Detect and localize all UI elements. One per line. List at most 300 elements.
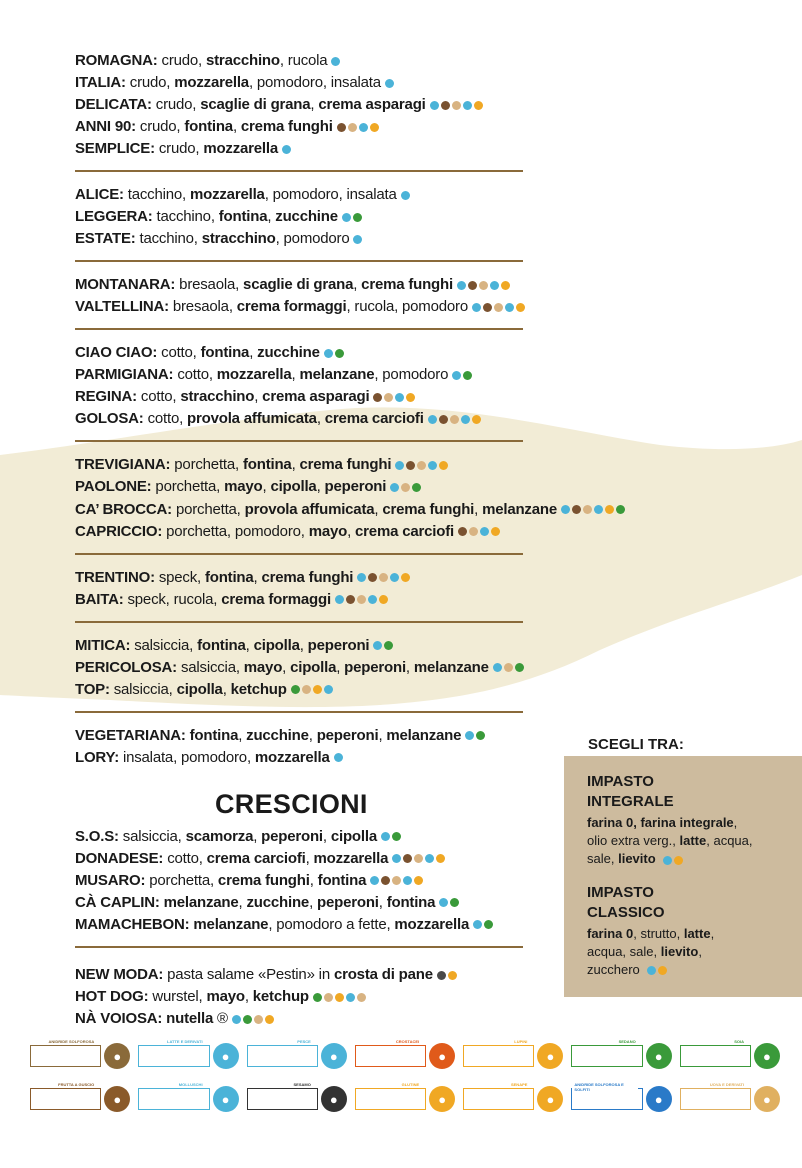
allergen-card bbox=[571, 1039, 642, 1067]
menu-item-name: HOT DOG: bbox=[75, 987, 153, 1005]
allergen-dots bbox=[353, 228, 364, 250]
allergen-dots bbox=[401, 184, 412, 206]
ingredient-highlight: crema funghi bbox=[299, 456, 392, 474]
allergen-dot bbox=[469, 527, 478, 536]
allergen-dot bbox=[342, 213, 351, 222]
allergen-dot bbox=[504, 663, 513, 672]
allergen-legend-item bbox=[30, 1038, 130, 1074]
allergen-dots bbox=[335, 589, 390, 611]
mollusc-icon: ● bbox=[213, 1086, 239, 1112]
ingredient-text: speck, rucola, bbox=[127, 590, 222, 608]
allergen-dot bbox=[439, 898, 448, 907]
impasto-classico-dots bbox=[647, 961, 669, 979]
menu-item-name: ANNI 90: bbox=[75, 118, 140, 136]
allergen-dot bbox=[335, 595, 344, 604]
ingredient-text: porchetta, bbox=[155, 478, 225, 496]
ingredient-text: cotto, bbox=[161, 344, 201, 362]
allergen-dot bbox=[384, 393, 393, 402]
allergen-legend-item bbox=[247, 1081, 347, 1117]
ingredient-text: , bbox=[309, 871, 318, 889]
ingredient-text: salsiccia, bbox=[180, 658, 244, 676]
allergen-dots bbox=[342, 206, 364, 228]
menu-item-name: VALTELLINA: bbox=[75, 298, 173, 316]
allergen-dots bbox=[282, 138, 293, 160]
menu-item-name: CIAO CIAO: bbox=[75, 344, 162, 362]
allergen-dot bbox=[501, 281, 510, 290]
menu-item-name: CAPRICCIO: bbox=[75, 522, 167, 540]
menu-item bbox=[75, 94, 715, 116]
ingredient-text: salsiccia, bbox=[113, 680, 177, 698]
menu-item-name: GOLOSA: bbox=[75, 410, 148, 428]
ingredient-text: crudo, bbox=[158, 140, 204, 158]
menu-item bbox=[75, 116, 715, 138]
ingredient-highlight: peperoni bbox=[307, 636, 370, 654]
ingredient-highlight: scaglie di grana bbox=[200, 96, 311, 114]
ingredient-highlight: crema carciofi bbox=[355, 522, 454, 540]
allergen-dot bbox=[370, 876, 379, 885]
allergen-dot bbox=[561, 505, 570, 514]
ingredient-text: crudo, bbox=[161, 52, 206, 69]
menu-item-name: ESTATE: bbox=[75, 230, 140, 248]
allergen-card bbox=[138, 1039, 209, 1067]
allergen-dot bbox=[473, 920, 482, 929]
menu-item bbox=[75, 408, 715, 430]
section-divider bbox=[75, 328, 523, 330]
ingredient-highlight: fontina bbox=[317, 871, 367, 889]
allergen-dot bbox=[379, 573, 388, 582]
menu-item bbox=[75, 635, 715, 657]
shell-icon: ● bbox=[104, 1043, 130, 1069]
impasto-integrale-ingredients: farina 0, farina integrale, olio extra verg., latte, acqua, sale, lievito bbox=[587, 814, 792, 869]
ingredient-highlight: mozzarella bbox=[189, 186, 265, 204]
section-divider bbox=[75, 260, 523, 262]
ingredient-highlight: scamorza bbox=[185, 827, 254, 845]
ingredient-highlight: stracchino bbox=[180, 388, 255, 406]
ingredient-highlight: melanzane bbox=[386, 726, 462, 744]
fish-icon: ● bbox=[321, 1043, 347, 1069]
menu-item bbox=[75, 72, 715, 94]
ingredient-highlight: crema formaggi bbox=[221, 590, 331, 608]
allergen-dot bbox=[490, 281, 499, 290]
allergen-dots bbox=[472, 296, 527, 318]
allergen-dot bbox=[392, 832, 401, 841]
ingredient-text: tacchino, bbox=[156, 208, 219, 226]
allergen-dot bbox=[359, 123, 368, 132]
ingredient-highlight: crema carciofi bbox=[324, 410, 424, 428]
allergen-card bbox=[247, 1082, 318, 1110]
ingredient-highlight: cipolla bbox=[253, 636, 300, 654]
ingredient-text: insalata, pomodoro, bbox=[122, 748, 255, 766]
allergen-dot bbox=[357, 573, 366, 582]
allergen-dot bbox=[572, 505, 581, 514]
allergen-dot bbox=[373, 393, 382, 402]
allergen-dot bbox=[353, 213, 362, 222]
ingredient-text: crudo, bbox=[129, 74, 175, 92]
allergen-dot bbox=[401, 191, 410, 200]
ingredient-highlight: crema formaggi bbox=[236, 298, 347, 316]
ingredient-highlight: provola affumicata bbox=[187, 410, 317, 428]
ingredient-text: , bbox=[249, 344, 258, 362]
allergen-card bbox=[355, 1039, 426, 1067]
ingredient-text: porchetta, pomodoro, bbox=[166, 522, 309, 540]
allergen-legend-item bbox=[463, 1081, 563, 1117]
menu-item-name: MITICA: bbox=[75, 636, 135, 654]
impasto-classico-ingredients: farina 0, strutto, latte, acqua, sale, lievito, zucchero bbox=[587, 925, 792, 980]
ingredient-highlight: fontina bbox=[184, 118, 233, 136]
allergen-dots bbox=[392, 848, 447, 870]
allergen-dot bbox=[334, 753, 343, 762]
allergen-dot bbox=[324, 993, 333, 1002]
ingredient-highlight: melanzane bbox=[299, 366, 375, 384]
allergen-title: ANIDRIDE SOLFOROSA bbox=[48, 1039, 95, 1044]
allergen-dots bbox=[439, 892, 461, 914]
menu-item-name: NÀ VOIOSA: bbox=[75, 1010, 167, 1027]
allergen-dot bbox=[324, 685, 333, 694]
ingredient-highlight: peperoni bbox=[344, 658, 406, 676]
allergen-dot bbox=[406, 461, 415, 470]
allergen-legend-item bbox=[355, 1081, 455, 1117]
menu-item-name: CÀ CAPLIN: bbox=[75, 893, 164, 911]
egg-icon: ● bbox=[754, 1086, 780, 1112]
allergen-card bbox=[680, 1039, 751, 1067]
menu-item bbox=[75, 138, 715, 160]
section-divider bbox=[75, 946, 523, 948]
allergen-dots bbox=[465, 725, 487, 747]
allergen-legend-item bbox=[571, 1038, 671, 1074]
lupin-icon: ● bbox=[537, 1043, 563, 1069]
ingredient-text: , bbox=[309, 893, 318, 911]
menu-item bbox=[75, 657, 715, 679]
ingredient-text: , bbox=[291, 366, 300, 384]
menu-item bbox=[75, 364, 715, 386]
allergen-dot bbox=[428, 415, 437, 424]
menu-item-name: ITALIA: bbox=[75, 74, 130, 92]
allergen-dot bbox=[594, 505, 603, 514]
ingredient-highlight: mayo bbox=[224, 478, 263, 496]
ingredient-highlight: crema funghi bbox=[382, 500, 475, 518]
allergen-dot bbox=[357, 993, 366, 1002]
allergen-dot bbox=[346, 993, 355, 1002]
nut-icon: ● bbox=[104, 1086, 130, 1112]
allergen-dots bbox=[395, 454, 450, 476]
allergen-dot bbox=[335, 993, 344, 1002]
ingredient-text: , bbox=[222, 680, 231, 698]
allergen-legend-item bbox=[463, 1038, 563, 1074]
ingredient-highlight: melanzane bbox=[482, 500, 557, 518]
allergen-dots bbox=[493, 657, 526, 679]
menu-item-name: ALICE: bbox=[75, 186, 128, 204]
allergen-dots bbox=[430, 94, 485, 116]
ingredient-highlight: mayo bbox=[243, 658, 283, 676]
ingredient-highlight: crema carciofi bbox=[206, 849, 306, 867]
impasto-integrale-title: IMPASTO INTEGRALE bbox=[587, 773, 674, 810]
ingredient-text: wurstel, bbox=[152, 987, 207, 1005]
ingredient-highlight: cipolla bbox=[270, 478, 317, 496]
ingredient-text: cotto, bbox=[147, 410, 188, 428]
allergen-dot bbox=[331, 57, 340, 66]
allergen-dot bbox=[494, 303, 503, 312]
allergen-dot bbox=[516, 303, 525, 312]
ingredient-text: , bbox=[262, 478, 271, 496]
menu-item-name: SEMPLICE: bbox=[75, 140, 159, 158]
ingredient-text: salsiccia, bbox=[122, 827, 186, 845]
ingredient-highlight: peperoni bbox=[317, 893, 379, 911]
allergen-dot bbox=[392, 854, 401, 863]
allergen-dot bbox=[583, 505, 592, 514]
allergen-dot bbox=[392, 876, 401, 885]
ingredient-text: crudo, bbox=[155, 96, 201, 114]
allergen-legend-item bbox=[680, 1038, 780, 1074]
allergen-dot bbox=[436, 854, 445, 863]
allergen-dot bbox=[448, 971, 457, 980]
section-divider bbox=[75, 440, 523, 442]
ingredient-text: , bbox=[299, 636, 308, 654]
menu-item-name: NEW MODA: bbox=[75, 965, 168, 983]
ingredient-highlight: crema funghi bbox=[361, 276, 453, 294]
allergen-dots bbox=[561, 499, 627, 521]
menu-item bbox=[75, 521, 715, 543]
ingredient-text: , bbox=[238, 726, 247, 744]
impasto-integrale-dots bbox=[663, 851, 685, 869]
menu-item-name: ROMAGNA: bbox=[75, 52, 162, 69]
menu-item-name: TRENTINO: bbox=[75, 568, 159, 586]
menu-item bbox=[75, 499, 715, 521]
allergen-title: LATTE E DERIVATI bbox=[167, 1039, 203, 1044]
allergen-dot bbox=[384, 641, 393, 650]
ingredient-highlight: scaglie di grana bbox=[243, 276, 354, 294]
ingredient-highlight: melanzane bbox=[413, 658, 489, 676]
ingredient-highlight: peperoni bbox=[324, 478, 387, 496]
menu-item-name: CA’ BROCCA: bbox=[75, 500, 176, 518]
allergen-dot bbox=[381, 876, 390, 885]
allergen-dot bbox=[313, 685, 322, 694]
allergen-dot bbox=[474, 101, 483, 110]
ingredient-highlight: mozzarella bbox=[203, 140, 279, 158]
sulfite-icon: ● bbox=[646, 1086, 672, 1112]
ingredient-text: , bbox=[347, 522, 356, 540]
ingredient-highlight: mozzarella bbox=[254, 748, 330, 766]
ingredient-text: porchetta, bbox=[149, 871, 218, 889]
allergen-dot bbox=[379, 595, 388, 604]
allergen-dots bbox=[373, 635, 395, 657]
allergen-dots bbox=[428, 408, 483, 430]
allergen-dot bbox=[348, 123, 357, 132]
allergen-dot bbox=[439, 415, 448, 424]
allergen-card bbox=[463, 1082, 534, 1110]
allergen-dot bbox=[484, 920, 493, 929]
allergen-dots bbox=[452, 364, 474, 386]
allergen-dot bbox=[313, 993, 322, 1002]
allergen-card bbox=[30, 1082, 101, 1110]
ingredient-text: , pomodoro a fette, bbox=[268, 915, 395, 933]
menu-item-name: MONTANARA: bbox=[75, 276, 180, 294]
allergen-card bbox=[680, 1082, 751, 1110]
allergen-dots bbox=[473, 914, 495, 936]
allergen-dot bbox=[480, 527, 489, 536]
ingredient-text: , bbox=[291, 456, 300, 474]
menu-item-name: PERICOLOSA: bbox=[75, 658, 181, 676]
ingredient-text: , pomodoro, insalata bbox=[248, 74, 381, 92]
menu-item bbox=[75, 476, 715, 498]
ingredient-highlight: zucchine bbox=[246, 893, 310, 911]
allergen-dot bbox=[302, 685, 311, 694]
allergen-dot bbox=[254, 1015, 263, 1024]
allergen-dots bbox=[370, 870, 425, 892]
milk-icon: ● bbox=[213, 1043, 239, 1069]
allergen-dot bbox=[357, 595, 366, 604]
allergen-dots bbox=[291, 679, 335, 701]
ingredient-text: porchetta, bbox=[175, 500, 245, 518]
allergen-dot bbox=[461, 415, 470, 424]
ingredient-text: , bbox=[353, 276, 362, 294]
menu-item-name: PARMIGIANA: bbox=[75, 366, 178, 384]
menu-item-name: TREVIGIANA: bbox=[75, 456, 175, 474]
allergen-dot bbox=[403, 876, 412, 885]
allergen-dot bbox=[390, 483, 399, 492]
allergen-dot bbox=[491, 527, 500, 536]
menu-item bbox=[75, 567, 715, 589]
allergen-title: SESAMO bbox=[293, 1082, 311, 1087]
allergen-card bbox=[138, 1082, 209, 1110]
ingredient-text: porchetta, bbox=[174, 456, 243, 474]
allergen-dot bbox=[472, 415, 481, 424]
ingredient-highlight: cipolla bbox=[176, 680, 223, 698]
mustard-icon: ● bbox=[537, 1086, 563, 1112]
menu-item bbox=[75, 50, 715, 72]
allergen-title: GLUTINE bbox=[401, 1082, 420, 1087]
ingredient-text: , bbox=[336, 658, 345, 676]
ingredient-highlight: fontina bbox=[204, 568, 254, 586]
allergen-dot bbox=[337, 123, 346, 132]
allergen-legend-item bbox=[247, 1038, 347, 1074]
allergen-dot bbox=[412, 483, 421, 492]
allergen-legend-item bbox=[138, 1038, 238, 1074]
ingredient-text: , bbox=[316, 410, 325, 428]
ingredient-text: , bbox=[238, 893, 247, 911]
ingredient-text: , bbox=[244, 987, 253, 1005]
allergen-dot bbox=[483, 303, 492, 312]
crescioni-heading: CRESCIONI bbox=[215, 788, 368, 819]
ingredient-text: bresaola, bbox=[179, 276, 244, 294]
allergen-dots bbox=[458, 521, 502, 543]
allergen-dots bbox=[337, 116, 381, 138]
menu-item-name: MAMACHEBON: bbox=[75, 915, 194, 933]
allergen-dot bbox=[450, 898, 459, 907]
ingredient-highlight: mayo bbox=[308, 522, 348, 540]
menu-item-name: LEGGERA: bbox=[75, 208, 157, 226]
ingredient-text: ® bbox=[213, 1010, 228, 1027]
allergen-dot bbox=[265, 1015, 274, 1024]
menu-item-name: REGINA: bbox=[75, 388, 141, 406]
menu-item-name: VEGETARIANA: bbox=[75, 726, 190, 744]
ingredient-text: , bbox=[267, 208, 276, 226]
allergen-title: MOLLUSCHI bbox=[178, 1082, 203, 1087]
ingredient-text: , bbox=[282, 658, 291, 676]
allergen-dots bbox=[390, 477, 423, 499]
ingredient-highlight: crema funghi bbox=[240, 118, 333, 136]
allergen-card bbox=[463, 1039, 534, 1067]
allergen-title: CROSTACEI bbox=[395, 1039, 420, 1044]
allergen-title: SEDANO bbox=[618, 1039, 636, 1044]
allergen-dots bbox=[381, 826, 403, 848]
allergen-dot bbox=[390, 573, 399, 582]
ingredient-text: , bbox=[474, 500, 483, 518]
ingredient-text: , bbox=[305, 849, 314, 867]
allergen-dot bbox=[430, 101, 439, 110]
allergen-card bbox=[355, 1082, 426, 1110]
menu-item bbox=[75, 206, 715, 228]
menu-item bbox=[75, 296, 715, 318]
menu-item-name: DELICATA: bbox=[75, 96, 156, 114]
ingredient-text: speck, bbox=[158, 568, 205, 586]
menu-item bbox=[75, 679, 715, 701]
allergen-dot bbox=[417, 461, 426, 470]
menu-item bbox=[75, 184, 715, 206]
ingredient-highlight: fontina bbox=[197, 636, 246, 654]
ingredient-text: , pomodoro, insalata bbox=[264, 186, 397, 204]
ingredient-highlight: ketchup bbox=[252, 987, 309, 1005]
allergen-dot bbox=[505, 303, 514, 312]
allergen-dot bbox=[368, 595, 377, 604]
allergen-dot bbox=[403, 854, 412, 863]
ingredient-highlight: melanzane bbox=[193, 915, 269, 933]
allergen-dots bbox=[385, 72, 396, 94]
wheat-icon: ● bbox=[429, 1086, 455, 1112]
allergen-dots bbox=[437, 964, 459, 986]
menu-item bbox=[75, 386, 715, 408]
crustacean-icon: ● bbox=[429, 1043, 455, 1069]
allergen-dot bbox=[401, 483, 410, 492]
ingredient-text: , bbox=[253, 568, 262, 586]
section-divider bbox=[75, 621, 523, 623]
ingredient-highlight: peperoni bbox=[261, 827, 323, 845]
ingredient-text: crudo, bbox=[139, 118, 185, 136]
celery-icon: ● bbox=[646, 1043, 672, 1069]
allergen-legend-item bbox=[571, 1081, 671, 1117]
allergen-card bbox=[30, 1039, 101, 1067]
allergen-dot bbox=[414, 876, 423, 885]
ingredient-text: cotto, bbox=[140, 388, 181, 406]
allergen-dot bbox=[452, 371, 461, 380]
allergen-dot bbox=[370, 123, 379, 132]
ingredient-text: pasta salame «Pestin» in bbox=[167, 965, 334, 983]
ingredient-highlight: ketchup bbox=[230, 680, 287, 698]
ingredient-text: tacchino, bbox=[139, 230, 202, 248]
allergen-dot bbox=[291, 685, 300, 694]
allergen-dots bbox=[331, 50, 342, 72]
ingredient-text: , bbox=[310, 96, 319, 114]
allergen-dot bbox=[457, 281, 466, 290]
ingredient-text: , bbox=[374, 500, 383, 518]
ingredient-text: , bbox=[405, 658, 414, 676]
allergen-dot bbox=[437, 971, 446, 980]
allergen-dot bbox=[395, 393, 404, 402]
allergen-legend-item bbox=[680, 1081, 780, 1117]
scegli-tra-heading: SCEGLI TRA: bbox=[588, 736, 684, 753]
ingredient-highlight: crosta di pane bbox=[333, 965, 433, 983]
ingredient-text: tacchino, bbox=[127, 186, 190, 204]
ingredient-text: , bbox=[232, 118, 241, 136]
menu-item-name: BAITA: bbox=[75, 590, 128, 608]
allergen-dot bbox=[414, 854, 423, 863]
menu-item-name: DONADESE: bbox=[75, 849, 168, 867]
allergen-dot bbox=[373, 641, 382, 650]
menu-item bbox=[75, 589, 715, 611]
menu-item-name: TOP: bbox=[75, 680, 114, 698]
allergen-dots bbox=[357, 567, 412, 589]
allergen-dot bbox=[463, 101, 472, 110]
allergen-dot bbox=[282, 145, 291, 154]
